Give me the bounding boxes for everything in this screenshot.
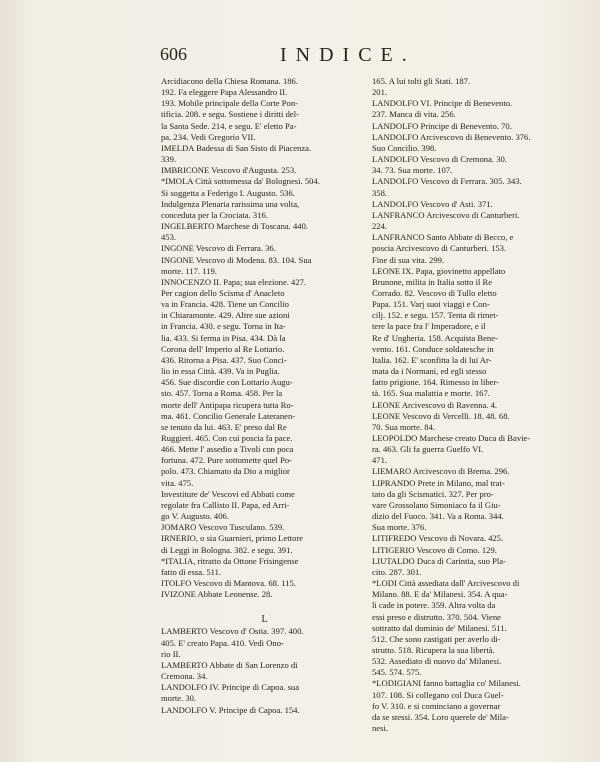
index-line: LITIFREDO Vescovo di Novara. 425.: [372, 533, 504, 544]
index-line: Arcidiacono della Chiesa Romana. 186.: [161, 76, 298, 86]
index-line: mata da i Normani, ed egli stesso: [372, 366, 487, 377]
index-line: Cremona. 34.: [161, 671, 208, 682]
index-line: LANDOLFO Principe di Benevento. 70.: [372, 120, 512, 131]
index-line: ma. 461. Concilio Generale Lateranen-: [161, 410, 296, 421]
index-line: li cade in potere. 359. Altra volta da: [372, 600, 496, 611]
index-line: LAMBERTO Abbate di San Lorenzo di: [161, 659, 298, 670]
index-line: dizio del Fuoco. 341. Va a Roma. 344.: [372, 511, 504, 522]
index-line: poscia Arcivescovo di Canturberi. 153.: [372, 243, 507, 254]
index-line: fortuna. 472. Pure sottomette quel Po-: [161, 455, 293, 466]
index-line: *LODIGIANI fanno battaglia co' Milanesi.: [372, 678, 521, 689]
index-line: 193. Mobile principale della Corte Pon-: [161, 98, 298, 109]
index-line: 471.: [372, 455, 388, 466]
index-line: JOMARO Vescovo Tusculano. 539.: [161, 522, 285, 533]
index-line: LIPRANDO Prete in Milano, mal trat-: [372, 477, 505, 488]
index-line: in Francia. 430. e segu. Torna in Ita-: [161, 321, 286, 332]
index-line: fo V. 310. e si cominciano a governar: [372, 700, 501, 711]
index-line: regolate fra Callisto II. Papa, ed Arri-: [161, 499, 290, 510]
index-line: *LODI Città assediata dall' Arcivescovo di: [372, 578, 520, 589]
index-line: Brunone, milita in Italia sotto il Re: [372, 276, 493, 287]
index-line: LANDOLFO IV. Principe di Capoa. sua: [161, 682, 300, 693]
index-line: strutto. 518. Ricupera la sua libertà.: [372, 644, 495, 655]
index-line: LANDOLFO Vescovo d' Asti. 371.: [372, 198, 493, 209]
index-line: essi preso e distrutto. 370. 504. Viene: [372, 611, 501, 622]
index-line: IMELDA Badessa di San Sisto di Piacenza.: [161, 142, 312, 153]
index-line: INGONE Vescovo di Ferrara. 36.: [161, 243, 276, 254]
index-line: LANDOLFO Vescovo di Cremona. 30.: [372, 154, 507, 165]
index-line: 545. 574. 575.: [372, 667, 422, 678]
index-line: LEONE Arcivescovo di Ravenna. 4.: [372, 399, 498, 410]
index-line: 436. Ritorna a Pisa. 437. Suo Conci-: [161, 354, 287, 365]
index-line: 192. Fa eleggere Papa Alessandro II.: [161, 87, 288, 98]
blank-line: [161, 600, 368, 611]
index-line: da se stessi. 354. Loro querele de' Mila-: [372, 711, 509, 722]
index-line: INNOCENZO II. Papa; sua elezione. 427.: [161, 276, 307, 287]
index-line: *IMOLA Città sottomessa da' Bolognesi. 504.: [161, 176, 320, 187]
index-line: LANDOLFO Vescovo di Ferrara. 305. 343.: [372, 176, 522, 187]
index-line: Corrado. 82. Vescovo di Tullo eletto: [372, 287, 497, 298]
index-line: Si soggetta a Federigo I. Augusto. 536.: [161, 187, 295, 198]
index-line: 532. Assediato di nuovo da' Milanesi.: [372, 656, 502, 667]
index-line: Ruggieri. 465. Con cui poscia fa pace.: [161, 433, 293, 443]
index-line: se tenuto da lui. 463. E' preso dal Re: [161, 421, 287, 432]
index-line: LIEMARO Arcivescovo di Brema. 296.: [372, 466, 510, 477]
index-line: LANDOLFO V. Principe di Capoa. 154.: [161, 704, 300, 715]
index-line: 358.: [372, 187, 388, 198]
index-line: 466. Mette l' assedio a Tivoli con poca: [161, 444, 294, 455]
index-line: Fine di sua vita. 299.: [372, 254, 445, 265]
index-line: Investiture de' Vescovi ed Abbati come: [161, 488, 295, 499]
index-line: 237. Manca di vita. 256.: [372, 109, 456, 120]
index-line: LANFRANCO Santo Abbate di Becco, e: [372, 232, 514, 243]
index-line: pa. 234. Vedi Gregorio VII.: [161, 131, 256, 142]
index-line: 405. E' creato Papa. 410. Vedi Ono-: [161, 637, 284, 648]
index-line: polo. 473. Chiamato da Dio a miglior: [161, 466, 290, 477]
index-line: ITOLFO Vescovo di Mantova. 68. 115.: [161, 578, 296, 589]
index-line: vita. 475.: [161, 477, 194, 488]
index-line: va in Francia. 428. Tiene un Concilio: [161, 299, 289, 310]
index-line: morte. 117. 119.: [161, 265, 217, 276]
index-line: morte. 30.: [161, 693, 197, 704]
index-line: 339.: [161, 154, 177, 165]
index-line: Per cagion dello Scisma d' Anacleto: [161, 287, 285, 298]
index-line: LANDOLFO VI. Principe di Benevento.: [372, 98, 513, 109]
running-title: INDICE.: [280, 44, 416, 66]
index-line: Papa. 151. Varj suoi viaggi e Con-: [372, 299, 490, 310]
index-line: rio II.: [161, 648, 181, 659]
index-line: fatto di essa. 511.: [161, 566, 222, 577]
index-line: Sua morte. 376.: [372, 522, 427, 533]
index-line: sottratto dal dominio de' Milanesi. 511.: [372, 622, 507, 633]
index-line: tato da gli Scismatici. 327. Per pro-: [372, 488, 494, 499]
index-line: LEONE IX. Papa, giovinetto appellato: [372, 265, 506, 276]
index-line: Suo Concilio. 398.: [372, 142, 437, 153]
index-line: conceduta per la Crociata. 316.: [161, 209, 268, 220]
index-line: Corona dell' Imperio al Re Lottario.: [161, 343, 285, 354]
index-line: LEONE Vescovo di Vercelli. 18. 48. 68.: [372, 410, 510, 421]
right-index-column: [372, 76, 555, 734]
index-line: fatto prigione. 164. Rimesso in liber-: [372, 377, 500, 388]
section-letter: L: [261, 614, 268, 626]
index-line: LANFRANCO Arcivescovo di Canturberi.: [372, 209, 520, 220]
left-index-column: [161, 76, 368, 716]
index-line: LANDOLFO Arcivescovo di Benevento. 376.: [372, 131, 531, 142]
index-line: morte dell' Antipapa ricupera tutta Ro-: [161, 399, 294, 410]
index-line: *ITALIA, ritratto da Ottone Frisingense: [161, 555, 299, 566]
index-line: 70. Sua morte. 84.: [372, 421, 436, 432]
index-line: tificia. 208. e segu. Sostiene i diritti del-: [161, 109, 299, 120]
index-line: LIUTALDO Duca di Carintia, suo Pla-: [372, 555, 506, 566]
index-line: 34. 73. Sua morte. 107.: [372, 165, 453, 176]
index-line: vento. 161. Conduce soldatesche in: [372, 343, 494, 354]
index-line: INGONE Vescovo di Modena. 83. 104. Sua: [161, 254, 312, 265]
index-line: IVIZONE Abbate Leonense. 28.: [161, 589, 273, 600]
index-line: IMBRICONE Vescovo d'Augusta. 253.: [161, 165, 297, 176]
index-line: 165. A lui tolti gli Stati. 187.: [372, 76, 471, 86]
index-line: cilj. 152. e segu. 157. Tenta di rimet-: [372, 310, 499, 321]
index-line: LITIGERIO Vescovo di Como. 129.: [372, 544, 497, 555]
index-line: vare Grossolano Simoniaco fa il Giu-: [372, 499, 501, 510]
index-line: tà. 165. Sua malattia e morte. 167.: [372, 388, 490, 399]
index-line: IRNERIO, o sia Guarnieri, primo Lettore: [161, 533, 303, 544]
index-line: la Santa Sede. 214. e segu. E' eletto Pa-: [161, 120, 297, 131]
index-line: sto. 457. Torna a Roma. 458. Per la: [161, 388, 283, 399]
index-line: Indulgenza Plenaria rarissima una volta,: [161, 198, 300, 209]
index-line: tere la pace fra l' Imperadore, e il: [372, 321, 486, 332]
index-line: lio in essa Città. 439. Va in Puglia.: [161, 366, 280, 377]
index-line: LAMBERTO Vescovo d' Ostia. 397. 400.: [161, 626, 304, 637]
index-line: 224.: [372, 221, 388, 232]
index-line: nesi.: [372, 723, 388, 734]
index-line: cito. 287. 301.: [372, 566, 422, 577]
index-line: 512. Che sono castigati per averlo di-: [372, 633, 501, 644]
index-line: Italia. 162. E' sconfitta la di lui Ar-: [372, 354, 492, 365]
page-number: 606: [160, 44, 187, 64]
index-line: go V. Augusto. 406.: [161, 511, 229, 522]
index-line: Re d' Ungheria. 158. Acquista Bene-: [372, 332, 498, 343]
index-line: di Leggi in Bologna. 382. e segu. 391.: [161, 544, 293, 555]
index-line: 201.: [372, 87, 388, 98]
index-line: lia. 433. Si ferma in Pisa. 434. Dà la: [161, 332, 286, 343]
index-line: LEOPOLDO Marchese creato Duca di Bavie-: [372, 433, 531, 443]
index-line: 456. Sue discordie con Lottario Augu-: [161, 377, 293, 388]
index-line: 107. 108. Si collegano col Duca Guel-: [372, 689, 504, 700]
index-line: 453.: [161, 232, 177, 243]
index-line: in Chiaramonte. 429. Altre sue azioni: [161, 310, 290, 321]
index-line: Milano. 88. E da' Milanesi. 354. A qua-: [372, 589, 508, 600]
index-line: ra. 463. Gli fa guerra Guelfo VI.: [372, 444, 484, 455]
page-header: [160, 44, 560, 68]
index-line: INGELBERTO Marchese di Toscana. 440.: [161, 221, 309, 232]
